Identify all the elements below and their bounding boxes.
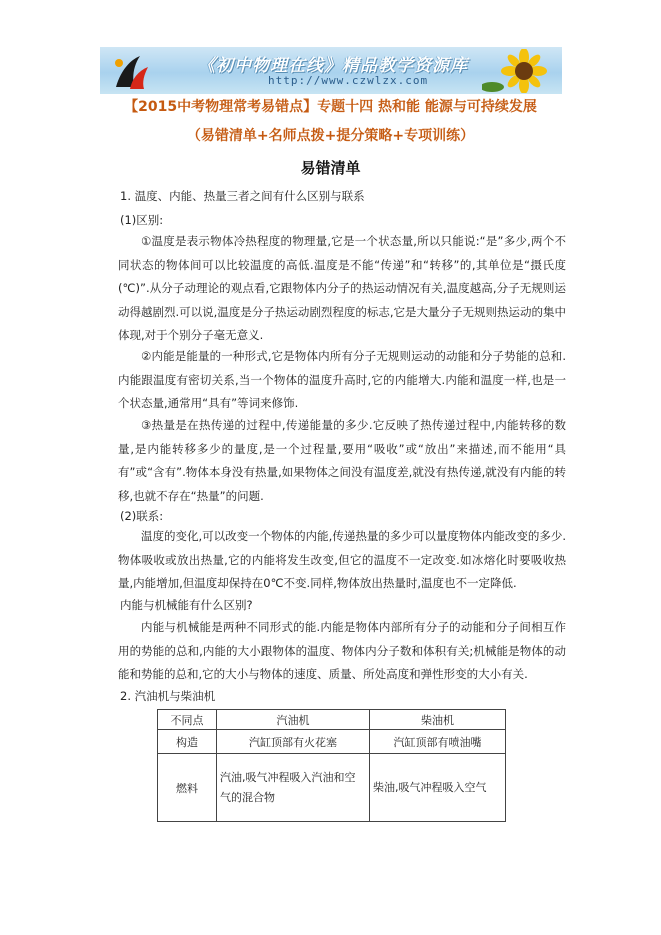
table-header-cell: 汽油机 [217, 710, 370, 730]
difference-label: (1)区别: [120, 213, 164, 227]
header-banner [100, 47, 562, 94]
question-mechanical: 内能与机械能有什么区别? [120, 598, 253, 612]
table-cell: 汽缸顶部有喷油嘴 [370, 730, 506, 754]
table-cell: 汽缸顶部有火花塞 [217, 730, 370, 754]
banner-title: 《初中物理在线》精品教学资源库 [198, 56, 468, 76]
paragraph-internal-energy: ②内能是能量的一种形式,它是物体内所有分子无规则运动的动能和分子势能的总和.内能跟温度有密切关系,当一个物体的温度升高时,它的内能增大.内能和温度一样,也是一个状态量,通常用“具有”等词来修饰. [118, 349, 566, 410]
table-header-cell: 不同点 [158, 710, 217, 730]
table-row [158, 730, 506, 754]
table-header-row [158, 710, 506, 730]
section-heading: 易错清单 [300, 159, 361, 177]
site-logo [110, 53, 152, 91]
table-cell: 柴油,吸气冲程吸入空气 [370, 754, 506, 822]
document-title: 【2015中考物理常考易错点】专题十四 热和能 能源与可持续发展 [124, 99, 537, 115]
question-2: 2. 汽油机与柴油机 [120, 689, 216, 703]
sunflower-icon [482, 49, 554, 93]
question-1: 1. 温度、内能、热量三者之间有什么区别与联系 [120, 189, 365, 203]
banner-url[interactable]: http://www.czwlzx.com [268, 74, 429, 87]
paragraph-temperature: ①温度是表示物体冷热程度的物理量,它是一个状态量,所以只能说:“是”多少,两个不同状态的物体间可以比较温度的高低.温度是不能“传递”和“转移”的,其单位是“摄氏度(℃)”.从分子动理论的观点看,它跟物体内分子的热运动情况有关,温度越高,分子无规则运动得越剧烈.可以说,温度是分子热运动剧烈程度的标志,它是大量分子无规则热运动的集中体现,对于个别分子毫无意义. [118, 234, 566, 342]
paragraph-mechanical: 内能与机械能是两种不同形式的能.内能是物体内部所有分子的动能和分子间相互作用的势能的总和,内能的大小跟物体的温度、物体内分子数和体积有关;机械能是物体的动能和势能的总和,它的大小与物体的速度、质量、所处高度和弹性形变的大小有关. [118, 620, 566, 681]
paragraph-relation: 温度的变化,可以改变一个物体的内能,传递热量的多少可以量度物体内能改变的多少.物体吸收或放出热量,它的内能将发生改变,但它的温度不一定改变.如冰熔化时要吸收热量,内能增加,但温度却保持在0℃不变.同样,物体放出热量时,温度也不一定降低. [118, 529, 566, 590]
paragraph-heat: ③热量是在热传递的过程中,传递能量的多少.它反映了热传递过程中,内能转移的数量,是内能转移多少的量度,是一个过程量,要用“吸收”或“放出”来描述,而不能用“具有”或“含有”.物体本身没有热量,如果物体之间没有温度差,就没有热传递,就没有内能的转移,也就不存在“热量”的问题. [118, 418, 566, 503]
document-subtitle: （易错清单+名师点拨+提分策略+专项训练） [186, 128, 475, 144]
table-cell: 燃料 [158, 754, 217, 822]
table-row [158, 754, 506, 822]
relation-label: (2)联系: [120, 509, 164, 523]
table-header-cell: 柴油机 [370, 710, 506, 730]
table-cell: 汽油,吸气冲程吸入汽油和空气的混合物 [217, 754, 370, 822]
engine-comparison-table [157, 709, 506, 822]
table-cell: 构造 [158, 730, 217, 754]
